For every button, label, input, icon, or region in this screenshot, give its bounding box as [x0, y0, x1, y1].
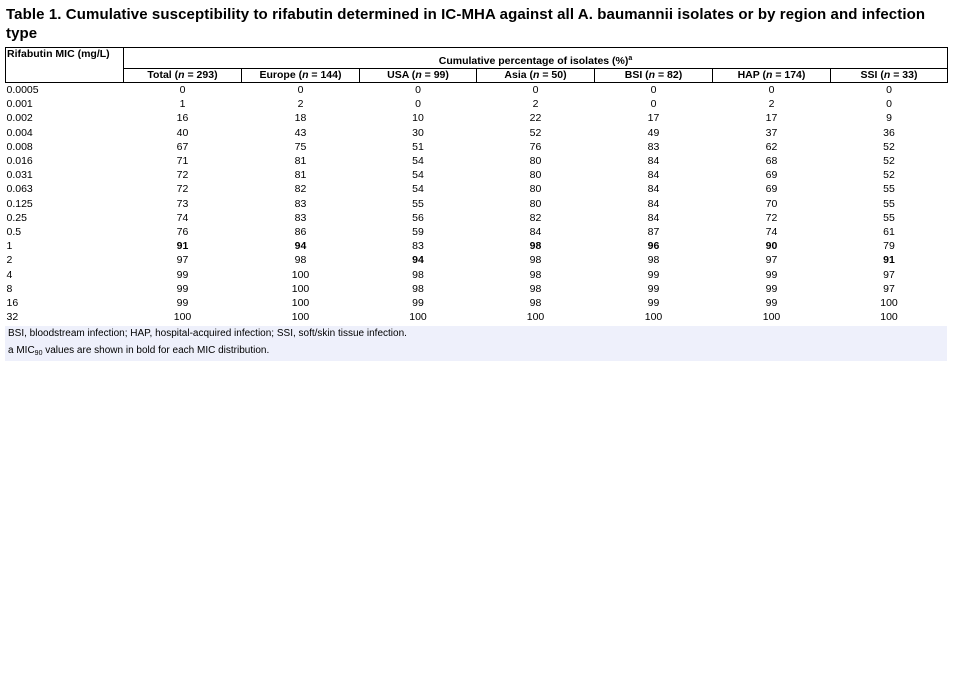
- percentage-cell: 54: [412, 155, 424, 168]
- mic-column-header: Rifabutin MIC (mg/L): [6, 48, 124, 83]
- column-header-bsi: BSI (n = 82): [595, 69, 713, 83]
- percentage-cell: 84: [647, 211, 660, 224]
- percentage-cell: 80: [529, 183, 542, 196]
- table-row: [6, 296, 948, 310]
- column-header-usa: USA (n = 99): [360, 69, 477, 83]
- percentage-cell: 76: [176, 226, 189, 239]
- percentage-cell: 55: [883, 197, 895, 210]
- percentage-cell: 0: [886, 98, 892, 111]
- cumulative-percentage-header: [124, 48, 948, 69]
- abbreviations-footnote: BSI, bloodstream infection; HAP, hospital-acquired infection; SSI, soft/skin tissue infection.: [8, 328, 407, 339]
- percentage-cell: 98: [294, 254, 307, 267]
- percentage-cell: 80: [529, 169, 542, 182]
- column-header-label: Europe: [259, 69, 296, 81]
- table-row: [6, 126, 948, 140]
- percentage-cell: 74: [765, 226, 778, 239]
- percentage-cell: 98: [529, 282, 542, 295]
- column-header-n-symbol: n: [302, 69, 309, 81]
- table-row: [6, 282, 948, 296]
- percentage-cell: 99: [765, 297, 778, 310]
- percentage-cell: 84: [647, 169, 660, 182]
- percentage-cell: 99: [176, 282, 189, 295]
- percentage-cell: 56: [412, 211, 424, 224]
- percentage-cell: 30: [412, 126, 424, 139]
- column-header-label: USA: [387, 69, 409, 81]
- percentage-cell: 98: [529, 240, 542, 253]
- table-row: [6, 111, 948, 125]
- percentage-cell: 55: [883, 211, 895, 224]
- column-header-n-symbol: n: [178, 69, 185, 81]
- mic90-note-suffix: values are shown in bold for each MIC distribution.: [42, 345, 270, 356]
- column-header-label: BSI: [624, 69, 643, 81]
- percentage-cell: 84: [529, 226, 542, 239]
- table-row: [6, 97, 948, 111]
- table-row: [6, 253, 948, 267]
- table-row: [6, 140, 948, 154]
- percentage-cell: 17: [647, 112, 660, 125]
- percentage-cell: 0: [532, 84, 539, 96]
- table-row: [6, 268, 948, 282]
- percentage-cell: 69: [765, 183, 778, 196]
- percentage-cell: 72: [176, 169, 189, 182]
- mic-value-cell: 0.063: [6, 183, 33, 196]
- mic-value-cell: 32: [6, 311, 19, 324]
- percentage-cell: 97: [176, 254, 189, 267]
- percentage-cell: 99: [176, 297, 189, 310]
- percentage-cell: 87: [647, 226, 660, 239]
- column-header-n-value: = 293: [184, 69, 215, 81]
- percentage-cell: 73: [176, 197, 189, 210]
- column-header-n-symbol: n: [415, 69, 422, 81]
- percentage-cell: 74: [176, 211, 189, 224]
- column-header-asia: Asia (n = 50): [477, 69, 595, 83]
- percentage-cell: 91: [883, 254, 895, 267]
- column-header-ssi: SSI (n = 33): [831, 69, 948, 83]
- table-row: [6, 182, 948, 196]
- percentage-cell: 54: [412, 183, 424, 196]
- column-header-n-value: = 99: [421, 69, 446, 81]
- percentage-cell: 16: [176, 112, 189, 125]
- percentage-cell: 75: [294, 140, 307, 153]
- table-row: [6, 225, 948, 239]
- percentage-cell: 83: [647, 140, 660, 153]
- percentage-cell: 98: [529, 268, 542, 281]
- table-row: [6, 239, 948, 253]
- percentage-cell: 0: [650, 84, 657, 96]
- percentage-cell: 17: [765, 112, 778, 125]
- table-row: [6, 211, 948, 225]
- percentage-cell: 52: [883, 169, 895, 182]
- percentage-cell: 83: [294, 211, 307, 224]
- mic-value-cell: 0.031: [6, 169, 33, 182]
- percentage-cell: 62: [765, 140, 778, 153]
- mic-value-cell: 16: [6, 297, 19, 310]
- mic-value-cell: 4: [6, 268, 13, 281]
- percentage-cell: 94: [294, 240, 307, 253]
- percentage-cell: 98: [529, 254, 542, 267]
- mic-value-cell: 0.001: [6, 98, 33, 111]
- column-header-n-value: = 33: [890, 69, 914, 81]
- column-header-label: Asia: [504, 69, 527, 81]
- mic-value-cell: 0.002: [6, 112, 33, 125]
- percentage-cell: 36: [883, 126, 895, 139]
- percentage-cell: 0: [650, 98, 657, 111]
- percentage-cell: 2: [297, 98, 304, 111]
- percentage-cell: 86: [294, 226, 307, 239]
- percentage-cell: 0: [415, 84, 421, 96]
- percentage-cell: 100: [173, 311, 192, 324]
- percentage-cell: 40: [176, 126, 189, 139]
- column-header-n-symbol: n: [648, 69, 656, 81]
- table-title: Table 1. Cumulative susceptibility to rifabutin determined in IC-MHA against all A. baumannii isolates or by region and infection type: [6, 6, 926, 42]
- percentage-cell: 82: [294, 183, 307, 196]
- table-row: [6, 154, 948, 168]
- percentage-cell: 72: [765, 211, 778, 224]
- percentage-cell: 51: [412, 140, 424, 153]
- percentage-cell: 71: [176, 155, 189, 168]
- percentage-cell: 76: [529, 140, 542, 153]
- percentage-cell: 98: [529, 297, 542, 310]
- percentage-cell: 99: [647, 297, 660, 310]
- percentage-cell: 0: [768, 84, 775, 96]
- mic90-footnote: [8, 345, 269, 360]
- column-header-total: Total (n = 293): [124, 69, 242, 83]
- percentage-cell: 91: [176, 240, 189, 253]
- column-header-n-value: = 50: [539, 69, 564, 81]
- percentage-cell: 79: [883, 240, 895, 253]
- percentage-cell: 54: [412, 169, 424, 182]
- percentage-cell: 94: [412, 254, 424, 267]
- percentage-cell: 68: [765, 155, 778, 168]
- column-header-label: SSI: [860, 69, 878, 81]
- column-header-n-symbol: n: [883, 69, 891, 81]
- mic-value-cell: 0.0005: [6, 84, 39, 96]
- percentage-cell: 99: [647, 282, 660, 295]
- percentage-cell: 43: [294, 126, 307, 139]
- percentage-cell: 99: [647, 268, 660, 281]
- percentage-cell: 67: [176, 140, 189, 153]
- percentage-cell: 80: [529, 155, 542, 168]
- mic90-subscript: 90: [34, 350, 43, 357]
- percentage-cell: 100: [291, 268, 310, 281]
- footnote-marker: a: [628, 55, 633, 62]
- percentage-cell: 82: [529, 211, 542, 224]
- percentage-cell: 90: [765, 240, 778, 253]
- mic-value-cell: 0.25: [6, 211, 27, 224]
- mic-value-cell: 8: [6, 282, 13, 295]
- percentage-cell: 100: [762, 311, 781, 324]
- percentage-cell: 61: [883, 226, 895, 239]
- column-header-europe: Europe (n = 144): [242, 69, 360, 83]
- percentage-cell: 59: [412, 226, 424, 239]
- percentage-cell: 0: [415, 98, 421, 111]
- percentage-cell: 100: [291, 297, 310, 310]
- percentage-cell: 55: [412, 197, 424, 210]
- percentage-cell: 80: [529, 197, 542, 210]
- percentage-cell: 100: [409, 311, 427, 324]
- percentage-cell: 52: [883, 155, 895, 168]
- percentage-cell: 100: [291, 311, 310, 324]
- percentage-cell: 81: [294, 169, 307, 182]
- percentage-cell: 0: [886, 84, 892, 96]
- mic-value-cell: 0.008: [6, 140, 33, 153]
- percentage-cell: 100: [526, 311, 545, 324]
- percentage-cell: 83: [294, 197, 307, 210]
- column-header-label: HAP: [737, 69, 760, 81]
- percentage-cell: 98: [412, 282, 424, 295]
- percentage-cell: 100: [880, 311, 898, 324]
- table-row: [6, 197, 948, 211]
- percentage-cell: 18: [294, 112, 307, 125]
- percentage-cell: 70: [765, 197, 778, 210]
- mic-value-cell: 2: [6, 254, 13, 267]
- susceptibility-table: [5, 47, 948, 324]
- percentage-cell: 100: [644, 311, 663, 324]
- percentage-cell: 1: [179, 98, 186, 111]
- percentage-cell: 84: [647, 155, 660, 168]
- percentage-cell: 55: [883, 183, 895, 196]
- percentage-cell: 98: [412, 268, 424, 281]
- percentage-cell: 100: [291, 282, 310, 295]
- percentage-cell: 2: [768, 98, 775, 111]
- percentage-cell: 100: [880, 297, 898, 310]
- percentage-cell: 0: [297, 84, 304, 96]
- percentage-cell: 99: [412, 297, 424, 310]
- mic-value-cell: 0.016: [6, 155, 33, 168]
- mic-value-cell: 0.5: [6, 226, 22, 239]
- mic-value-cell: 0.004: [6, 126, 33, 139]
- table-row: [6, 83, 948, 98]
- percentage-cell: 81: [294, 155, 307, 168]
- percentage-cell: 96: [647, 240, 660, 253]
- percentage-cell: 97: [883, 282, 895, 295]
- percentage-cell: 99: [765, 282, 778, 295]
- mic-value-cell: 1: [6, 240, 13, 253]
- column-header-n-symbol: n: [765, 69, 773, 81]
- percentage-cell: 69: [765, 169, 778, 182]
- percentage-cell: 52: [529, 126, 542, 139]
- percentage-cell: 99: [765, 268, 778, 281]
- percentage-cell: 2: [532, 98, 539, 111]
- table-row: [6, 310, 948, 324]
- mic90-note-prefix: a MIC: [8, 345, 35, 356]
- percentage-cell: 97: [883, 268, 895, 281]
- percentage-cell: 99: [176, 268, 189, 281]
- percentage-cell: 72: [176, 183, 189, 196]
- percentage-cell: 0: [179, 84, 186, 96]
- column-header-n-value: = 82: [655, 69, 679, 81]
- column-header-n-value: = 174: [772, 69, 802, 81]
- column-header-n-symbol: n: [533, 69, 540, 81]
- mic-value-cell: 0.125: [6, 197, 33, 210]
- percentage-cell: 83: [412, 240, 424, 253]
- percentage-cell: 49: [647, 126, 660, 139]
- column-header-label: Total: [147, 69, 172, 81]
- column-header-n-value: = 144: [308, 69, 338, 81]
- percentage-cell: 37: [765, 126, 778, 139]
- percentage-cell: 97: [765, 254, 778, 267]
- percentage-cell: 9: [886, 112, 892, 125]
- column-header-hap: HAP (n = 174): [713, 69, 831, 83]
- percentage-cell: 98: [647, 254, 660, 267]
- group-header-label: Cumulative percentage of isolates (%): [438, 55, 629, 67]
- percentage-cell: 10: [412, 112, 424, 125]
- percentage-cell: 22: [529, 112, 542, 125]
- percentage-cell: 84: [647, 197, 660, 210]
- percentage-cell: 52: [883, 140, 895, 153]
- percentage-cell: 84: [647, 183, 660, 196]
- table-row: [6, 168, 948, 182]
- table-footnotes: [5, 326, 947, 361]
